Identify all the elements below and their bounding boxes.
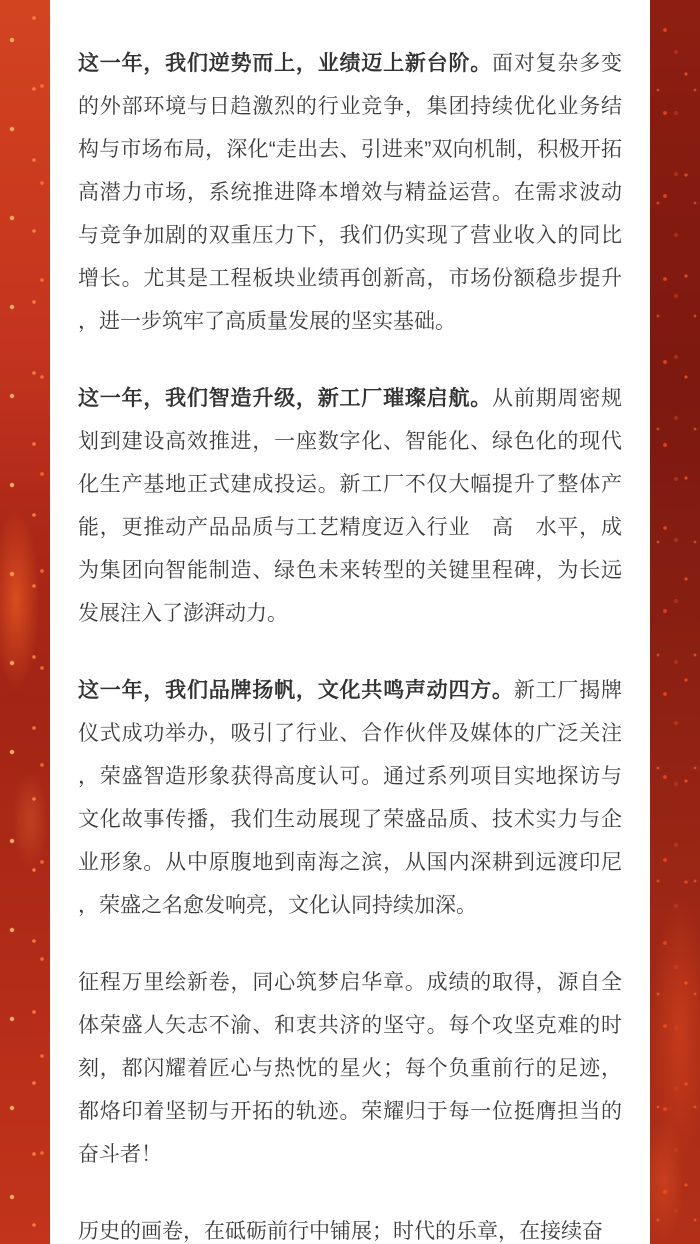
paragraph	[78, 961, 622, 1176]
paragraph	[78, 377, 622, 635]
paragraph-lead: 这一年，我们智造升级，新工厂璀璨启航。	[78, 387, 493, 410]
paragraph-lead: 这一年，我们逆势而上，业绩迈上新台阶。	[78, 52, 493, 75]
paragraph	[78, 1210, 622, 1244]
paragraph-lead: 这一年，我们品牌扬帆，文化共鸣声动四方。	[78, 679, 514, 702]
paragraph-text: 从前期周密规划到建设高效推进，一座数字化、智能化、绿色化的现代化生产基地正式建成投运。新工厂不仅大幅提升了整体产能，更推动产品品质与工艺精度迈入行业 高 水平，成为集团向智能制造、绿色未来转型的关键里程碑，为长远发展注入了澎湃动力。	[78, 387, 623, 625]
article-body	[78, 42, 622, 1244]
paragraph-text: 新工厂揭牌仪式成功举办，吸引了行业、合作伙伴及媒体的广泛关注，荣盛智造形象获得高度认可。通过系列项目实地探访与文化故事传播，我们生动展现了荣盛品质、技术实力与企业形象。从中原腹地到南海之滨，从国内深耕到远渡印尼，荣盛之名愈发响亮，文化认同持续加深。	[78, 679, 623, 917]
paragraph	[78, 42, 622, 343]
paragraph-text: 征程万里绘新卷，同心筑梦启华章。成绩的取得，源自全体荣盛人矢志不渝、和衷共济的坚守。每个攻坚克难的时刻，都闪耀着匠心与热忱的星火；每个负重前行的足迹，都烙印着坚韧与开拓的轨迹。荣耀归于每一位挺膺担当的奋斗者！	[78, 971, 622, 1166]
paragraph	[78, 669, 622, 927]
right-festive-texture	[650, 0, 700, 1244]
paragraph-text: 面对复杂多变的外部环境与日趋激烈的行业竞争，集团持续优化业务结构与市场布局，深化“走出去、引进来”双向机制，积极开拓高潜力市场，系统推进降本增效与精益运营。在需求波动与竞争加剧的双重压力下，我们仍实现了营业收入的同比增长。尤其是工程板块业绩再创新高，市场份额稳步提升，进一步筑牢了高质量发展的坚实基础。	[78, 52, 623, 333]
article-panel	[50, 0, 650, 1244]
left-festive-texture	[0, 0, 50, 1244]
paragraph-text: 历史的画卷，在砥砺前行中铺展；时代的乐章，在接续奋	[78, 1220, 603, 1243]
